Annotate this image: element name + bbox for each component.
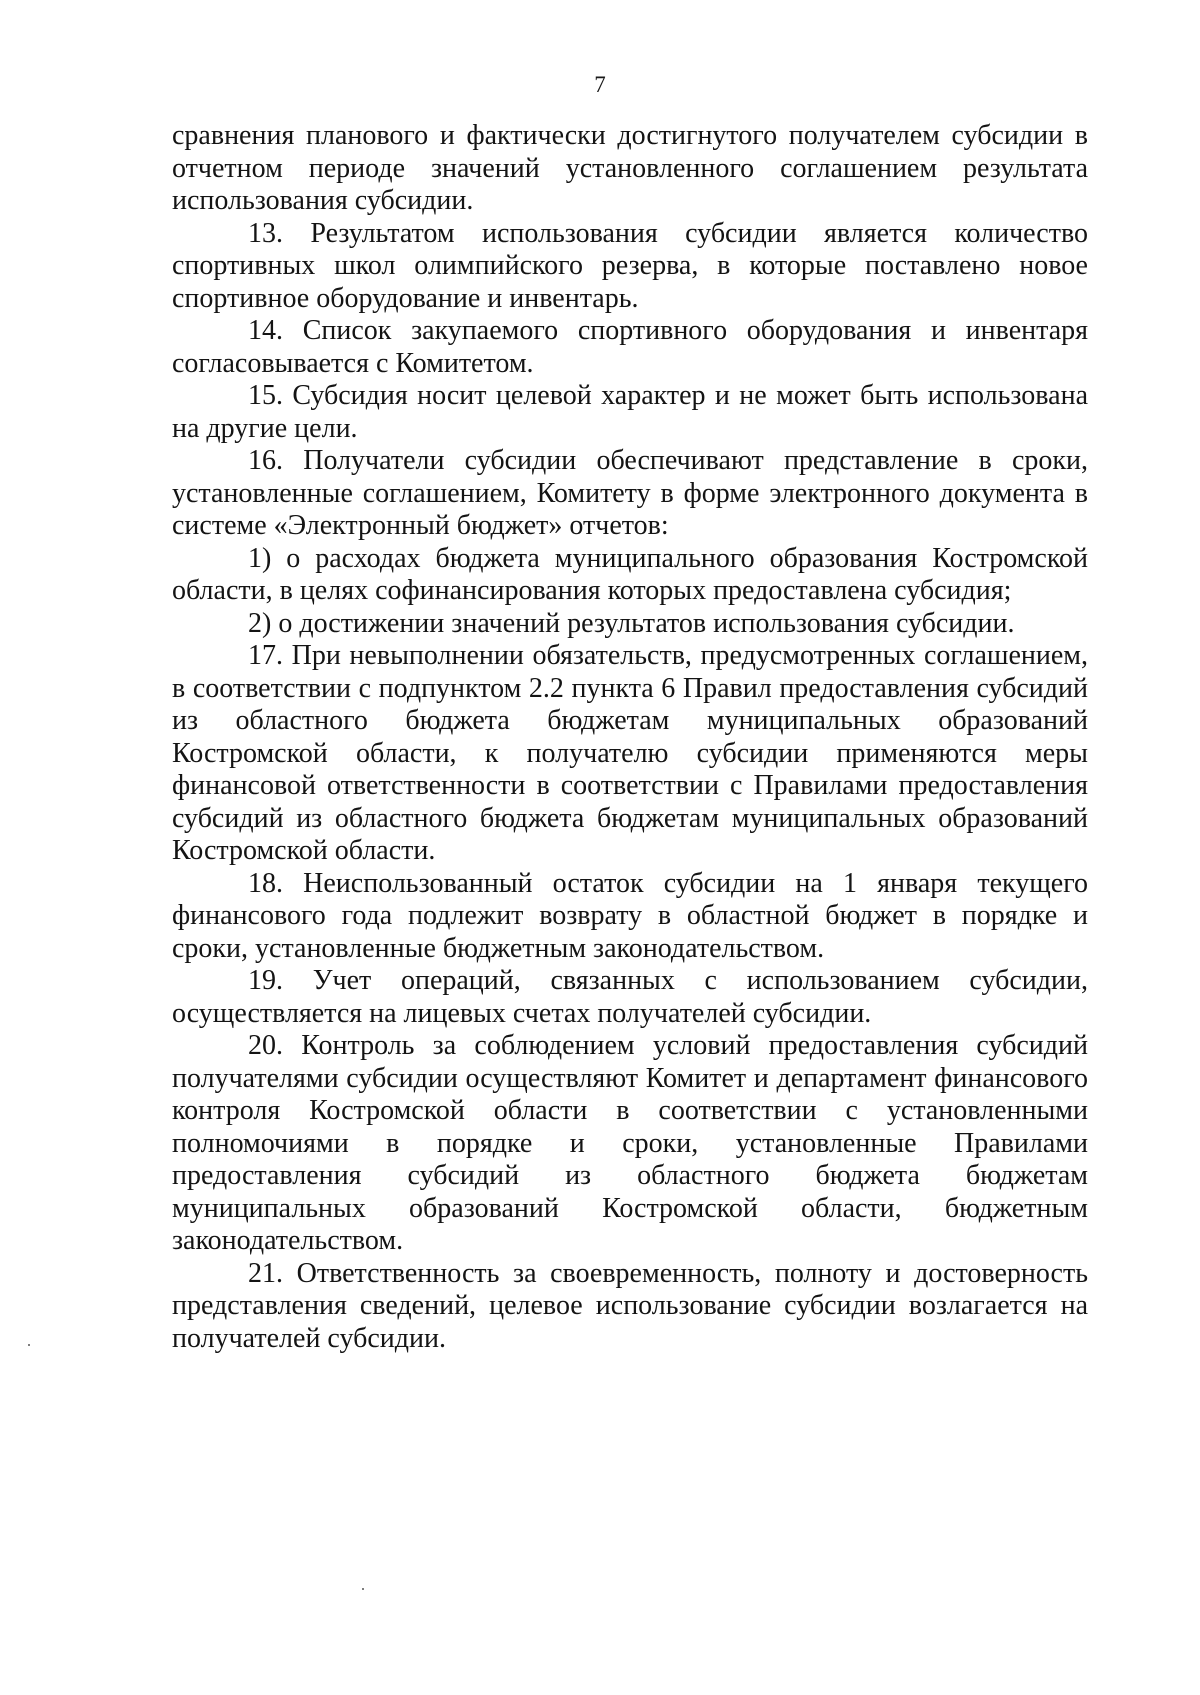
paragraph-18: 18. Неиспользованный остаток субсидии на 1 января текущего финансового года подлежит возврату в областной бюджет в порядке и сроки, установленные бюджетным законодательством.: [172, 867, 1088, 964]
paragraph-13: 13. Результатом использования субсидии является количество спортивных школ олимпийского резерва, в которые поставлено новое спортивное оборудование и инвентарь.: [172, 217, 1088, 314]
paragraph-16-item-2: 2) о достижении значений результатов использования субсидии.: [248, 607, 1015, 639]
paragraph-14: 14. Список закупаемого спортивного оборудования и инвентаря согласовывается с Комитетом.: [172, 315, 1088, 379]
scan-speck: [28, 1344, 30, 1346]
paragraph-15: 15. Субсидия носит целевой характер и не может быть использована на другие цели.: [172, 380, 1088, 444]
paragraph-20: 20. Контроль за соблюдением условий предоставления субсидий получателями субсидии осуществляют Комитет и департамент финансового контроля Костромской области в соответствии с установленными полномочиями в порядке и сроки, установленные Правилами предоставления субсидий из областного бюджета бюджетам муниципальных образований Костромской области, бюджетным законодательством.: [172, 1030, 1088, 1256]
paragraph-16: 16. Получатели субсидии обеспечивают представление в сроки, установленные соглашением, Комитету в форме электронного документа в системе «Электронный бюджет» отчетов:: [172, 445, 1088, 541]
paragraph-17: 17. При невыполнении обязательств, предусмотренных соглашением, в соответствии с подпунктом 2.2 пункта 6 Правил предоставления субсидий из областного бюджета бюджетам муниципальных образований Костромской области, к получателю субсидии применяются меры финансовой ответственности в соответствии с Правилами предоставления субсидий из областного бюджета бюджетам муниципальных образований Костромской области.: [172, 640, 1088, 866]
paragraph-continuation: сравнения планового и фактически достигнутого получателем субсидии в отчетном периоде значений установленного соглашением результата использования субсидии.: [172, 120, 1088, 216]
page-number: 7: [594, 72, 606, 97]
paragraph-21: 21. Ответственность за своевременность, полноту и достоверность представления сведений, целевое использование субсидии возлагается на получателей субсидии.: [172, 1257, 1088, 1354]
paragraph-16-item-1: 1) о расходах бюджета муниципального образования Костромской области, в целях софинансирования которых предоставлена субсидия;: [172, 542, 1088, 606]
scan-speck: [362, 1588, 364, 1590]
paragraph-19: 19. Учет операций, связанных с использованием субсидии, осуществляется на лицевых счетах получателей субсидии.: [172, 965, 1088, 1029]
document-body: [172, 120, 1088, 1355]
